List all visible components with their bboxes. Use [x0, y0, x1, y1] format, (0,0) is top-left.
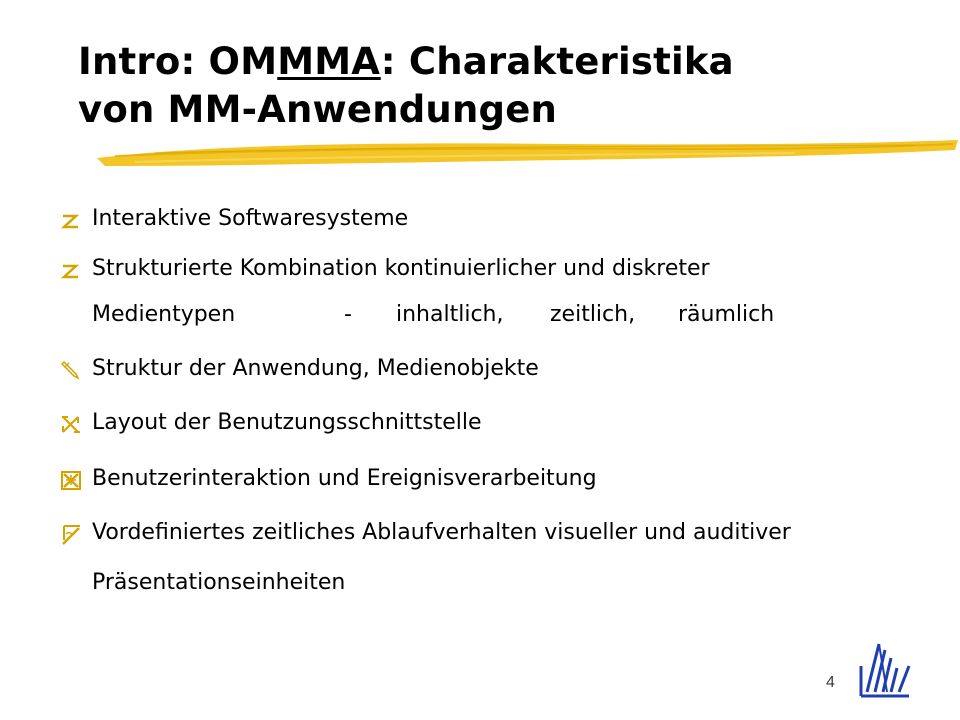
- checked-box-icon: [60, 468, 82, 492]
- bullet-text: Struktur der Anwendung, Medienobjekte: [92, 356, 539, 381]
- title-part-1: Intro: OM: [78, 40, 278, 83]
- pencil-icon: [60, 358, 82, 382]
- bullet-text: Strukturierte Kombination kontinuierlicher und diskreter: [92, 256, 710, 281]
- bullet-text: Layout der Benutzungsschnittstelle: [92, 410, 482, 435]
- bullet-text-raeumlich: räumlich: [678, 302, 775, 327]
- title-line-1: [78, 38, 938, 86]
- bullet-text: Interaktive Softwaresysteme: [92, 206, 409, 231]
- bullet-text: Benutzerinteraktion und Ereignisverarbeitung: [92, 466, 597, 491]
- bullet-text-zeitlich: zeitlich,: [550, 302, 636, 327]
- bullet-text: Medientypen: [92, 302, 236, 327]
- bullet-text: Vordefiniertes zeitliches Ablaufverhalten visueller und auditiver: [92, 520, 791, 545]
- slide-title: [78, 38, 938, 134]
- slash-box-icon: [60, 522, 82, 546]
- title-line-2: von MM-Anwendungen: [78, 88, 558, 131]
- page-number: 4: [826, 674, 835, 691]
- title-underlined-part: MMA: [277, 40, 381, 83]
- x-box-icon: [60, 412, 82, 436]
- bullet-text-inhaltlich: inhaltlich,: [396, 302, 504, 327]
- bullet-text-dash: -: [344, 302, 352, 327]
- bullet-text: Präsentationseinheiten: [92, 570, 346, 595]
- z-bullet-icon: [60, 208, 82, 232]
- title-part-2: : Charakteristika: [380, 40, 734, 83]
- university-logo: [857, 636, 913, 698]
- brush-stroke-divider: [95, 136, 960, 176]
- z-bullet-icon: [60, 258, 82, 282]
